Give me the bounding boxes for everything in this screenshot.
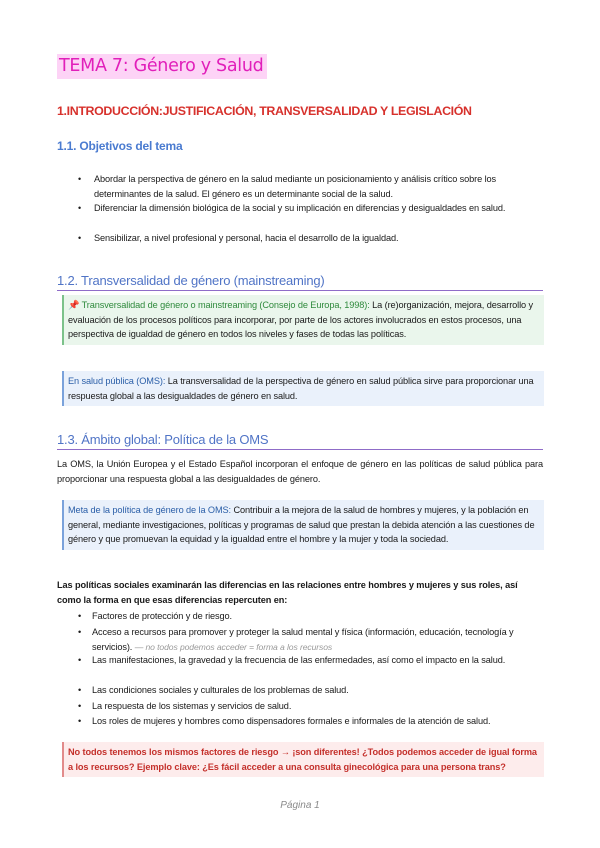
section-1-heading: 1.INTRODUCCIÓN:JUSTIFICACIÓN, TRANSVERSALIDAD Y LEGISLACIÓN <box>57 104 472 118</box>
bullet-icon: • <box>78 174 82 184</box>
callout-text: La (re)organización, mejora, desarrollo y evaluación de los procesos políticos para incorporar, por parte de los actores involucrados en estos procesos, una perspectiva de igualdad de género en todos los niveles y fases de todas las políticas. <box>68 300 533 339</box>
policy-text: Los roles de mujeres y hombres como dispensadores formales e informales de la atención de salud. <box>92 716 491 726</box>
public-health-callout <box>62 371 544 406</box>
policy-text: Las condiciones sociales y culturales de los problemas de salud. <box>92 685 349 695</box>
oms-paragraph: La OMS, la Unión Europea y el Estado Español incorporan el enfoque de género en las políticas de salud pública para proporcionar una respuesta global a las desigualdades de género. <box>57 459 543 484</box>
objective-text: Diferenciar la dimensión biológica de la social y su implicación en diferencias y desigualdades en salud. <box>94 203 506 213</box>
policy-item <box>78 683 542 698</box>
callout-strong: Transversalidad de género o mainstreaming (Consejo de Europa, 1998): <box>81 300 370 310</box>
handwritten-note: — no todos podemos acceder = forma a los recursos <box>134 641 333 652</box>
policies-intro: Las políticas sociales examinarán las diferencias en las relaciones entre hombres y mujeres y sus roles, así como la forma en que esas diferencias repercuten en: <box>57 580 518 605</box>
objective-item <box>78 201 539 216</box>
policy-text: La respuesta de los sistemas y servicios de salud. <box>92 701 292 711</box>
objective-text: Abordar la perspectiva de género en la salud mediante un posicionamiento y análisis crítico sobre los determinantes de la salud. El género es un determinante social de la salud. <box>94 174 497 199</box>
policy-text: Factores de protección y de riesgo. <box>92 611 233 621</box>
bullet-icon: • <box>78 655 82 665</box>
title-wrap <box>57 54 267 79</box>
policy-item <box>78 609 542 624</box>
bullet-icon: • <box>78 716 82 726</box>
bullet-icon: • <box>78 701 82 711</box>
callout-strong: Meta de la política de género de la OMS: <box>68 505 232 515</box>
oms-goal-callout <box>62 500 544 550</box>
objective-item <box>78 231 539 246</box>
bullet-icon: • <box>78 233 82 243</box>
policy-item <box>78 625 542 654</box>
policy-item <box>78 714 542 729</box>
bullet-icon: • <box>78 611 82 621</box>
policy-text: Las manifestaciones, la gravedad y la frecuencia de las enfermedades, así como el impacto en la salud. <box>92 655 506 665</box>
section-1-2-heading: 1.2. Transversalidad de género (mainstreaming) <box>57 273 543 291</box>
policy-text: Acceso a recursos para promover y proteger la salud mental y física (información, educación, tecnología y servicios). <box>92 627 514 652</box>
policy-item <box>78 699 542 714</box>
callout-strong: En salud pública (OMS): <box>68 376 166 386</box>
pushpin-icon: 📌 <box>68 300 80 310</box>
section-1-3-heading: 1.3. Ámbito global: Política de la OMS <box>57 432 543 450</box>
page-number: Página 1 <box>280 800 320 811</box>
bullet-icon: • <box>78 203 82 213</box>
document-title: TEMA 7: Género y Salud <box>57 54 267 79</box>
risk-question-callout <box>62 742 544 777</box>
policy-item <box>78 653 542 668</box>
bullet-icon: • <box>78 627 82 637</box>
callout-text: No todos tenemos los mismos factores de riesgo → ¡son diferentes! ¿Todos podemos acceder de igual forma a los recursos? Ejemplo clave: ¿Es fácil acceder a una consulta ginecológica para una persona trans? <box>68 747 537 772</box>
callout-text: La transversalidad de la perspectiva de género en salud pública sirve para proporcionar una respuesta global a las desigualdades de género en salud. <box>68 376 534 401</box>
mainstreaming-definition-callout <box>62 295 544 345</box>
section-1-1-heading: 1.1. Objetivos del tema <box>57 139 183 153</box>
callout-text: Contribuir a la mejora de la salud de hombres y mujeres, y la población en general, mediante investigaciones, políticas y programas de salud que prestan la debida atención a las cuestiones de género y que promuevan la equidad y la igualdad entre el hombre y la mujer y toda la sociedad. <box>68 505 535 544</box>
bullet-icon: • <box>78 685 82 695</box>
objective-item <box>78 172 539 201</box>
objective-text: Sensibilizar, a nivel profesional y personal, hacia el desarrollo de la igualdad. <box>94 233 399 243</box>
